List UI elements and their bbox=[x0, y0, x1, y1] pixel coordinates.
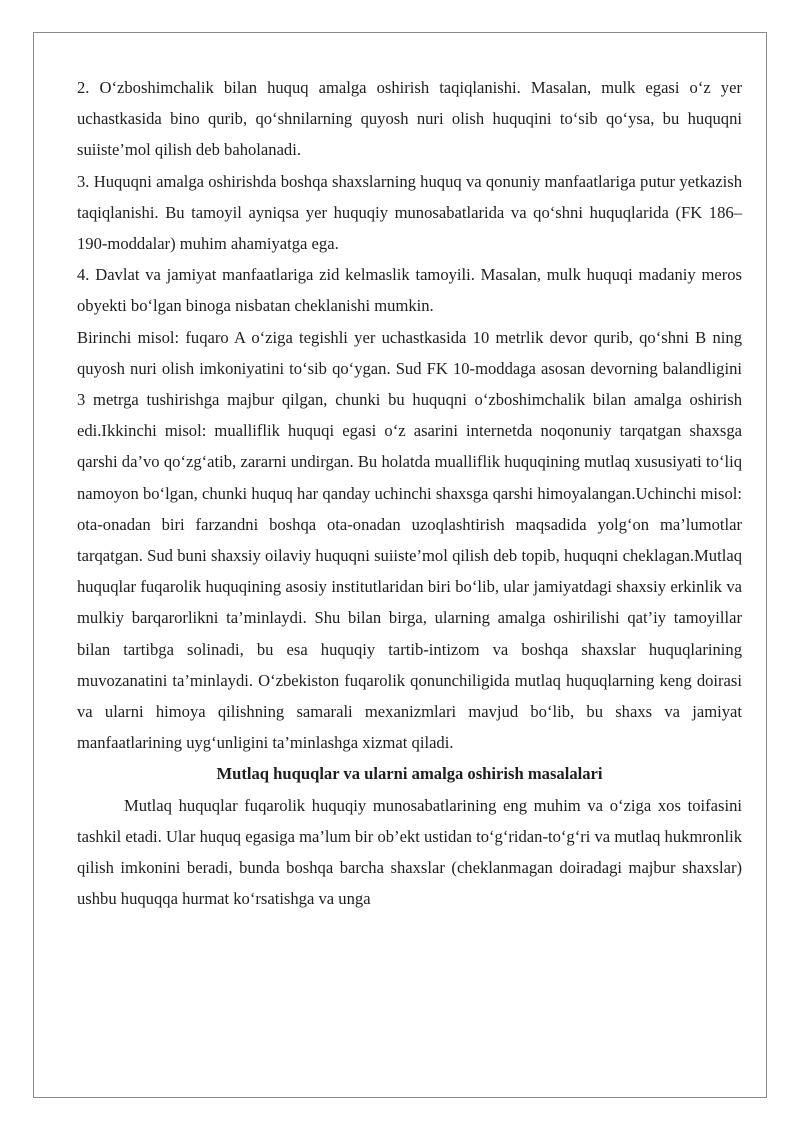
paragraph-item-2: 2. O‘zboshimchalik bilan huquq amalga oshirish taqiqlanishi. Masalan, mulk egasi o‘z yer uchastkasida bino qurib, qo‘shnilarning quyosh nuri olish huquqini to‘sib qo‘ysa, bu huquqni suiiste’mol qilish deb baholanadi. bbox=[77, 78, 742, 160]
section-body-paragraph: Mutlaq huquqlar fuqarolik huquqiy munosabatlarining eng muhim va o‘ziga xos toifasini tashkil etadi. Ular huquq egasiga ma’lum bir ob’ekt ustidan to‘g‘ridan-to‘g‘ri va mutlaq hukmronlik qilish imkonini beradi, bunda boshqa barcha shaxslar (cheklanmagan doiradagi majbur shaxslar) ushbu huquqqa hurmat ko‘rsatishga va unga bbox=[77, 795, 742, 909]
paragraph-examples: Birinchi misol: fuqaro A o‘ziga tegishli yer uchastkasida 10 metrlik devor qurib, qo‘shni B ning quyosh nuri olish imkoniyatini to‘sib qo‘ygan. Sud FK 10-moddaga asosan devorning balandligini 3 metrga tushirishga majbur qilgan, chunki bu huquqni o‘zboshimchalik bilan amalga oshirish edi.Ikkinchi misol: mualliflik huquqi egasi o‘z asarini internetda noqonuniy tarqatgan shaxsga qarshi da’vo qo‘zg‘atib, zararni undirgan. Bu holatda mualliflik huquqining mutlaq xususiyati to‘liq namoyon bo‘lgan, chunki huquq har qanday uchinchi shaxsga qarshi himoyalangan.Uchinchi misol: ota-onadan biri farzandni boshqa ota-onadan uzoqlashtirish maqsadida yolg‘on ma’lumotlar tarqatgan. Sud buni shaxsiy oilaviy huquqni suiiste’mol qilish deb topib, huquqni cheklagan.Mutlaq huquqlar fuqarolik huquqining asosiy institutlaridan biri bo‘lib, ular jamiyatdagi shaxsiy erkinlik va mulkiy barqarorlikni ta’minlaydi. Shu bilan birga, ularning amalga oshirilishi qat’iy tamoyillar bilan tartibga solinadi, bu esa huquqiy tartib-intizom va boshqa shaxslar huquqlarining muvozanatini ta’minlaydi. O‘zbekiston fuqarolik qonunchiligida mutlaq huquqlarning keng doirasi va ularni himoya qilishning samarali mexanizmlari mavjud bo‘lib, bu shaxs va jamiyat manfaatlarining uyg‘unligini ta’minlashga xizmat qiladi. bbox=[77, 327, 742, 753]
section-heading: Mutlaq huquqlar va ularni amalga oshirish masalalari bbox=[216, 764, 603, 784]
document-body bbox=[77, 72, 742, 914]
paragraph-item-4: 4. Davlat va jamiyat manfaatlariga zid kelmaslik tamoyili. Masalan, mulk huquqi madaniy meros obyekti bo‘lgan binoga nisbatan cheklanishi mumkin. bbox=[77, 265, 742, 316]
paragraph-item-3: 3. Huquqni amalga oshirishda boshqa shaxslarning huquq va qonuniy manfaatlariga putur yetkazish taqiqlanishi. Bu tamoyil ayniqsa yer huquqiy munosabatlarida va qo‘shni huquqlarida (FK 186–190-moddalar) muhim ahamiyatga ega. bbox=[77, 171, 742, 254]
